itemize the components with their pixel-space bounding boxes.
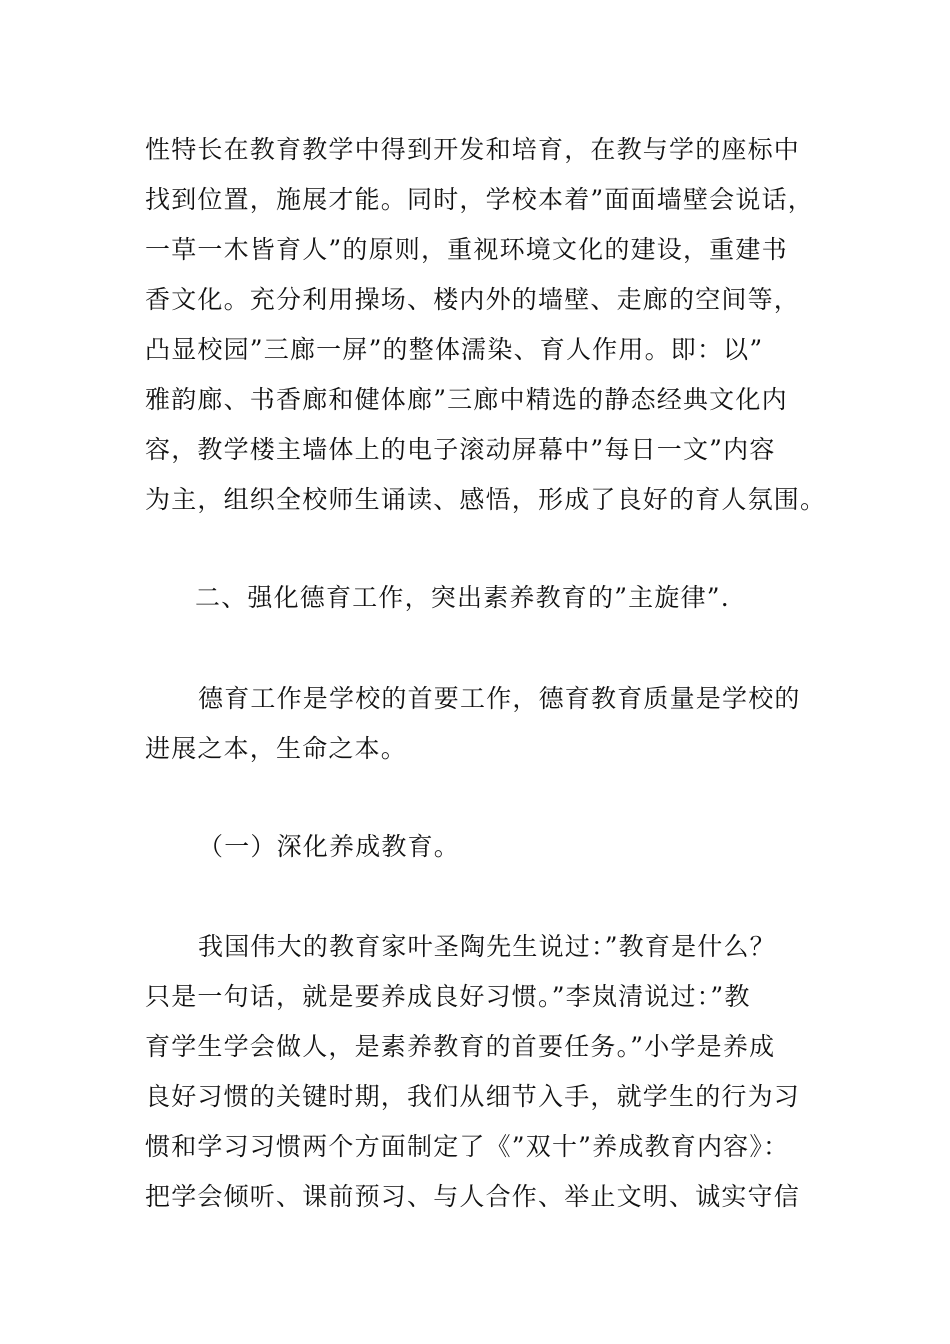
text-line: 性特长在教育教学中得到开发和培育，在教与学的座标中 <box>145 135 801 164</box>
text-line: 我国伟大的教育家叶圣陶先生说过：”教育是什么？ <box>198 932 776 961</box>
section-heading: 二、强化德育工作，突出素养教育的”主旋律”. <box>195 583 730 612</box>
text-line: 把学会倾听、课前预习、与人合作、举止文明、诚实守信 <box>145 1182 801 1211</box>
text-line: 凸显校园”三廊一屏”的整体濡染、育人作用。即：以” <box>145 335 764 364</box>
text-line: 容，教学楼主墙体上的电子滚动屏幕中”每日一文”内容 <box>145 435 776 464</box>
text-line: 德育工作是学校的首要工作，德育教育质量是学校的 <box>198 684 801 713</box>
text-line: 育学生学会做人，是素养教育的首要任务。”小学是养成 <box>145 1032 776 1061</box>
text-line: 找到位置，施展才能。同时，学校本着”面面墙壁会说话， <box>145 185 814 214</box>
subsection-heading: （一）深化养成教育。 <box>198 832 461 861</box>
text-line: 香文化。充分利用操场、楼内外的墙壁、走廊的空间等， <box>145 285 801 314</box>
text-line: 惯和学习习惯两个方面制定了《”双十”养成教育内容》： <box>145 1132 790 1161</box>
text-line: 为主，组织全校师生诵读、感悟，形成了良好的育人氛围。 <box>145 485 827 514</box>
text-line: 雅韵廊、书香廊和健体廊”三廊中精选的静态经典文化内 <box>145 385 788 414</box>
text-line: 良好习惯的关键时期，我们从细节入手，就学生的行为习 <box>145 1082 801 1111</box>
text-line: 只是一句话，就是要养成良好习惯。”李岚清说过：”教 <box>145 982 751 1011</box>
text-line: 一草一木皆育人”的原则，重视环境文化的建设，重建书 <box>145 235 788 264</box>
text-line: 进展之本，生命之本。 <box>145 734 408 763</box>
